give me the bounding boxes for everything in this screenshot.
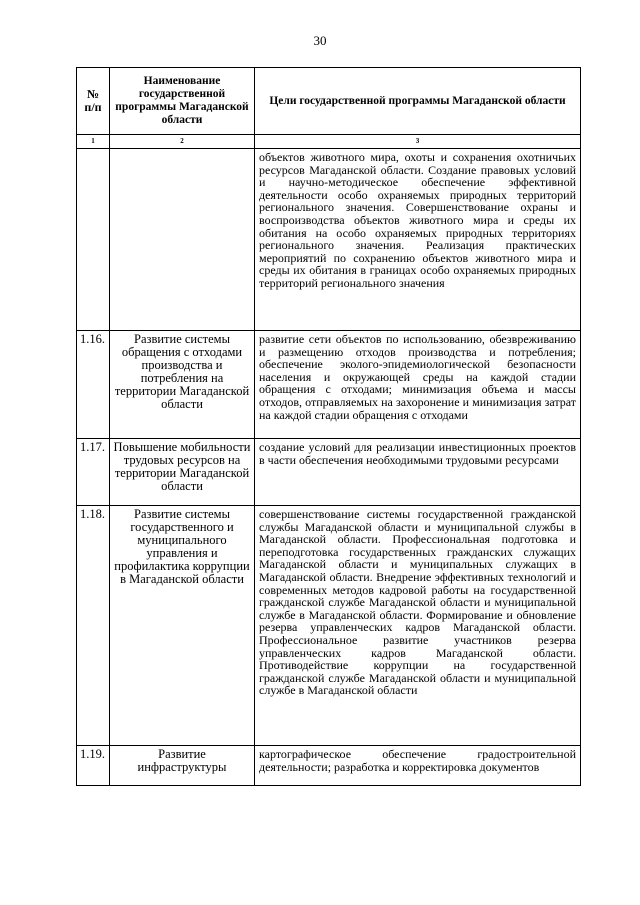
row-number: 1.16. xyxy=(77,331,110,439)
row-number: 1.18. xyxy=(77,506,110,746)
column-index-row xyxy=(77,135,581,149)
table-row xyxy=(77,149,581,331)
row-program-name xyxy=(110,149,255,331)
table-row xyxy=(77,506,581,746)
row-program-name: Повышение мобильности трудовых ресурсов на территории Магаданской области xyxy=(110,439,255,506)
page-number: 30 xyxy=(313,33,327,48)
row-number xyxy=(77,149,110,331)
table-row xyxy=(77,439,581,506)
header-number: № п/п xyxy=(77,68,110,135)
header-program-goals: Цели государственной программы Магаданской области xyxy=(255,68,581,135)
programs-table xyxy=(76,67,581,786)
row-program-name: Развитие системы обращения с отходами производства и потребления на территории Магаданской области xyxy=(110,331,255,439)
column-index-cell: 1 xyxy=(77,135,110,149)
row-program-goals: развитие сети объектов по использованию, обезвреживанию и размещению отходов производства и потребления; обеспечение эколого-эпидемиологической безопасности населения и окружающей среды на каждой стадии обращения с отходами; минимизация объема и массы отходов, отправляемых на захоронение и минимизация затрат на каждой стадии обращения с отходами xyxy=(255,331,581,439)
column-index-cell: 3 xyxy=(255,135,581,149)
row-number: 1.19. xyxy=(77,746,110,786)
column-index-cell: 2 xyxy=(110,135,255,149)
table-header-row xyxy=(77,68,581,135)
row-program-name: Развитие инфраструктуры xyxy=(110,746,255,786)
table-row xyxy=(77,746,581,786)
row-program-goals: объектов животного мира, охоты и сохранения охотничьих ресурсов Магаданской области. Создание правовых условий и научно-методическое обеспечение эффективной деятельности особо охраняемых природных территорий регионального значения. Совершенствование охраны и воспроизводства объектов животного мира и среды их обитания на особо охраняемых природных территориях регионального значения. Реализация практических мероприятий по сохранению объектов животного мира и среды их обитания в границах особо охраняемых природных территорий регионального значения xyxy=(255,149,581,331)
row-program-goals: создание условий для реализации инвестиционных проектов в части обеспечения необходимыми трудовыми ресурсами xyxy=(255,439,581,506)
table-row xyxy=(77,331,581,439)
row-program-name: Развитие системы государственного и муниципального управления и профилактика коррупции в Магаданской области xyxy=(110,506,255,746)
row-number: 1.17. xyxy=(77,439,110,506)
row-program-goals: картографическое обеспечение градостроительной деятельности; разработка и корректировка документов xyxy=(255,746,581,786)
header-program-name: Наименование государственной программы Магаданской области xyxy=(110,68,255,135)
row-program-goals: совершенствование системы государственной гражданской службы Магаданской области и муниципальной службы в Магаданской области. Профессиональная подготовка и переподготовка государственных гражданских служащих Магаданской области и муниципальных служащих в Магаданской области. Внедрение эффективных технологий и современных методов кадровой работы на государственной гражданской службе Магаданской области и муниципальной службе в Магаданской области. Формирование и обновление резерва управленческих кадров Магаданской области. Профессиональное развитие участников резерва управленческих кадров Магаданской области. Противодействие коррупции на государственной гражданской службе Магаданской области и муниципальной службе в Магаданской области xyxy=(255,506,581,746)
